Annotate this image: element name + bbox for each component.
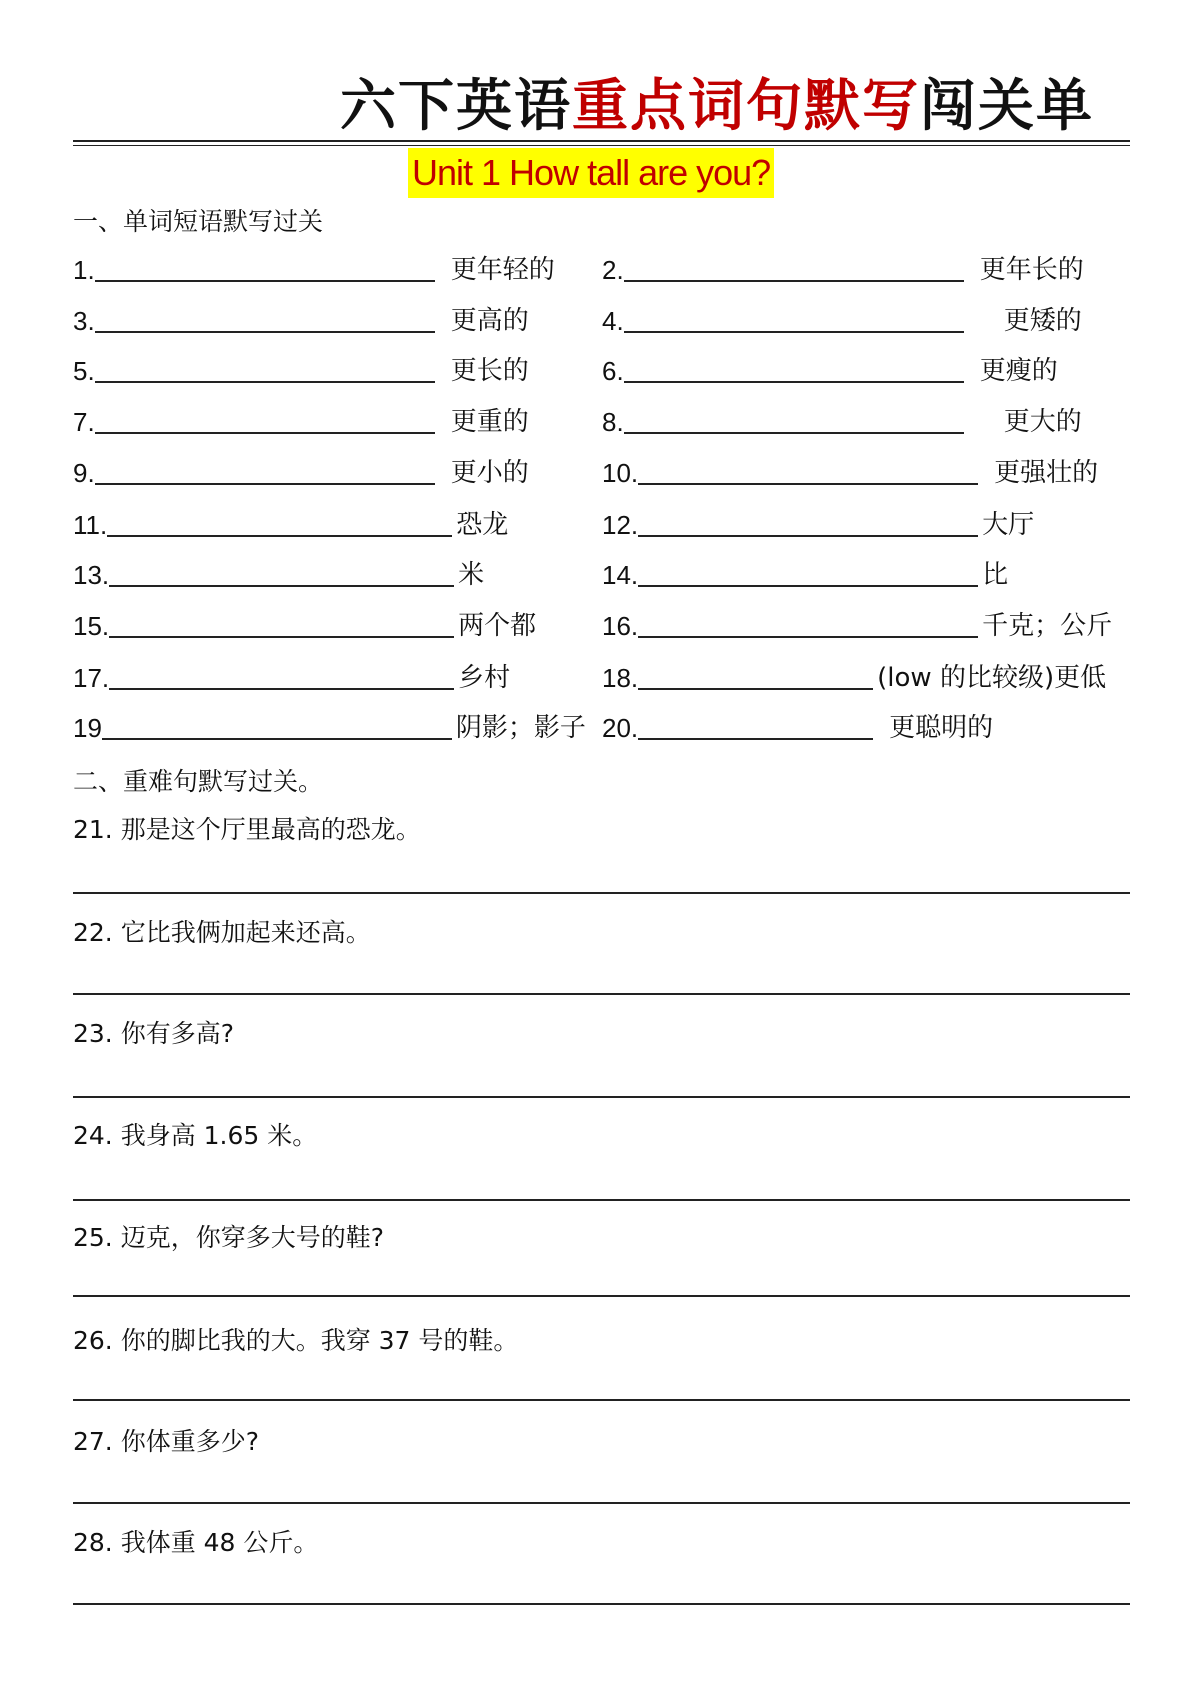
item-number: 3. bbox=[73, 306, 95, 336]
sentence-prompt: 28. 我体重 48 公斤。 bbox=[73, 1528, 319, 1557]
answer-blank[interactable] bbox=[638, 457, 978, 485]
section-heading-sentences: 二、重难句默写过关。 bbox=[73, 767, 324, 796]
title-divider bbox=[73, 140, 1130, 142]
answer-blank[interactable] bbox=[109, 559, 454, 587]
word-meaning: 更长的 bbox=[450, 356, 529, 386]
word-item bbox=[602, 353, 1058, 387]
answer-blank[interactable] bbox=[638, 662, 873, 690]
title-highlight: 重点词句默写 bbox=[572, 74, 920, 139]
answer-blank[interactable] bbox=[95, 305, 435, 333]
sentence-prompt: 23. 你有多高? bbox=[73, 1019, 234, 1048]
answer-blank[interactable] bbox=[624, 254, 964, 282]
answer-blank[interactable] bbox=[638, 610, 978, 638]
item-number: 18. bbox=[602, 663, 639, 693]
word-meaning: 两个都 bbox=[458, 611, 537, 641]
answer-blank[interactable] bbox=[102, 712, 452, 740]
page-title bbox=[340, 62, 1094, 142]
word-item bbox=[73, 557, 484, 591]
word-meaning: 更年长的 bbox=[979, 255, 1084, 285]
word-meaning: 更矮的 bbox=[1003, 306, 1082, 336]
item-number: 14. bbox=[602, 560, 639, 590]
word-meaning: 更年轻的 bbox=[450, 255, 555, 285]
word-meaning: 更大的 bbox=[1003, 407, 1082, 437]
answer-blank[interactable] bbox=[624, 406, 964, 434]
word-meaning: 更聪明的 bbox=[889, 713, 994, 743]
word-item bbox=[73, 608, 536, 642]
word-item bbox=[73, 353, 529, 387]
item-number: 7. bbox=[73, 407, 95, 437]
sentence-prompt: 24. 我身高 1.65 米。 bbox=[73, 1121, 318, 1150]
word-meaning: 大厅 bbox=[982, 510, 1035, 540]
word-meaning: 更重的 bbox=[450, 407, 529, 437]
word-meaning: 米 bbox=[458, 560, 485, 590]
sentence-prompt: 22. 它比我俩加起来还高。 bbox=[73, 918, 371, 947]
sentence-prompt: 25. 迈克，你穿多大号的鞋? bbox=[73, 1223, 384, 1252]
answer-line[interactable] bbox=[73, 1603, 1130, 1605]
answer-blank[interactable] bbox=[95, 355, 435, 383]
word-item bbox=[602, 303, 1082, 337]
answer-line[interactable] bbox=[73, 1295, 1130, 1297]
word-item bbox=[602, 507, 1034, 541]
item-number: 1. bbox=[73, 255, 95, 285]
word-item bbox=[602, 252, 1084, 286]
answer-blank[interactable] bbox=[95, 457, 435, 485]
answer-blank[interactable] bbox=[638, 559, 978, 587]
answer-blank[interactable] bbox=[624, 305, 964, 333]
answer-line[interactable] bbox=[73, 1199, 1130, 1201]
word-meaning: 更瘦的 bbox=[979, 356, 1058, 386]
item-number: 6. bbox=[602, 356, 624, 386]
item-number: 11. bbox=[73, 510, 108, 540]
item-number: 12. bbox=[602, 510, 639, 540]
title-part: 六下英语 bbox=[340, 74, 572, 139]
word-item bbox=[73, 710, 586, 744]
word-item bbox=[602, 404, 1082, 438]
word-meaning: 千克；公斤 bbox=[982, 611, 1113, 641]
word-item bbox=[602, 660, 1106, 694]
item-number: 4. bbox=[602, 306, 624, 336]
answer-line[interactable] bbox=[73, 1096, 1130, 1098]
answer-line[interactable] bbox=[73, 1502, 1130, 1504]
word-meaning: (low 的比较级)更低 bbox=[877, 663, 1107, 693]
word-item bbox=[73, 404, 529, 438]
answer-blank[interactable] bbox=[638, 509, 978, 537]
sentence-prompt: 26. 你的脚比我的大。我穿 37 号的鞋。 bbox=[73, 1326, 519, 1355]
title-divider bbox=[73, 145, 1130, 146]
word-item bbox=[602, 608, 1112, 642]
unit-heading: Unit 1 How tall are you? bbox=[408, 148, 774, 198]
word-item bbox=[73, 303, 529, 337]
item-number: 10. bbox=[602, 458, 639, 488]
word-item bbox=[73, 507, 508, 541]
answer-line[interactable] bbox=[73, 993, 1130, 995]
word-meaning: 恐龙 bbox=[456, 510, 509, 540]
item-number: 2. bbox=[602, 255, 624, 285]
answer-blank[interactable] bbox=[109, 662, 454, 690]
answer-blank[interactable] bbox=[624, 355, 964, 383]
section-heading-words: 一、单词短语默写过关 bbox=[73, 207, 324, 236]
answer-line[interactable] bbox=[73, 1399, 1130, 1401]
answer-blank[interactable] bbox=[107, 509, 452, 537]
answer-blank[interactable] bbox=[638, 712, 873, 740]
item-number: 13. bbox=[73, 560, 110, 590]
answer-line[interactable] bbox=[73, 892, 1130, 894]
item-number: 20. bbox=[602, 713, 639, 743]
item-number: 8. bbox=[602, 407, 624, 437]
word-item bbox=[73, 660, 510, 694]
sentence-prompt: 27. 你体重多少? bbox=[73, 1427, 259, 1456]
word-meaning: 更高的 bbox=[450, 306, 529, 336]
word-meaning: 乡村 bbox=[458, 663, 511, 693]
word-meaning: 更小的 bbox=[450, 458, 529, 488]
item-number: 19 bbox=[73, 713, 102, 743]
answer-blank[interactable] bbox=[109, 610, 454, 638]
word-item bbox=[73, 455, 529, 489]
title-part: 闯关单 bbox=[920, 74, 1094, 139]
item-number: 15. bbox=[73, 611, 110, 641]
word-item bbox=[73, 252, 555, 286]
word-item bbox=[602, 455, 1098, 489]
item-number: 9. bbox=[73, 458, 95, 488]
word-item bbox=[602, 557, 1008, 591]
sentence-prompt: 21. 那是这个厅里最高的恐龙。 bbox=[73, 815, 421, 844]
item-number: 17. bbox=[73, 663, 110, 693]
item-number: 5. bbox=[73, 356, 95, 386]
item-number: 16. bbox=[602, 611, 639, 641]
word-meaning: 阴影；影子 bbox=[455, 713, 586, 743]
word-meaning: 比 bbox=[982, 560, 1009, 590]
word-meaning: 更强壮的 bbox=[994, 458, 1099, 488]
answer-blank[interactable] bbox=[95, 254, 435, 282]
answer-blank[interactable] bbox=[95, 406, 435, 434]
word-item bbox=[602, 710, 993, 744]
